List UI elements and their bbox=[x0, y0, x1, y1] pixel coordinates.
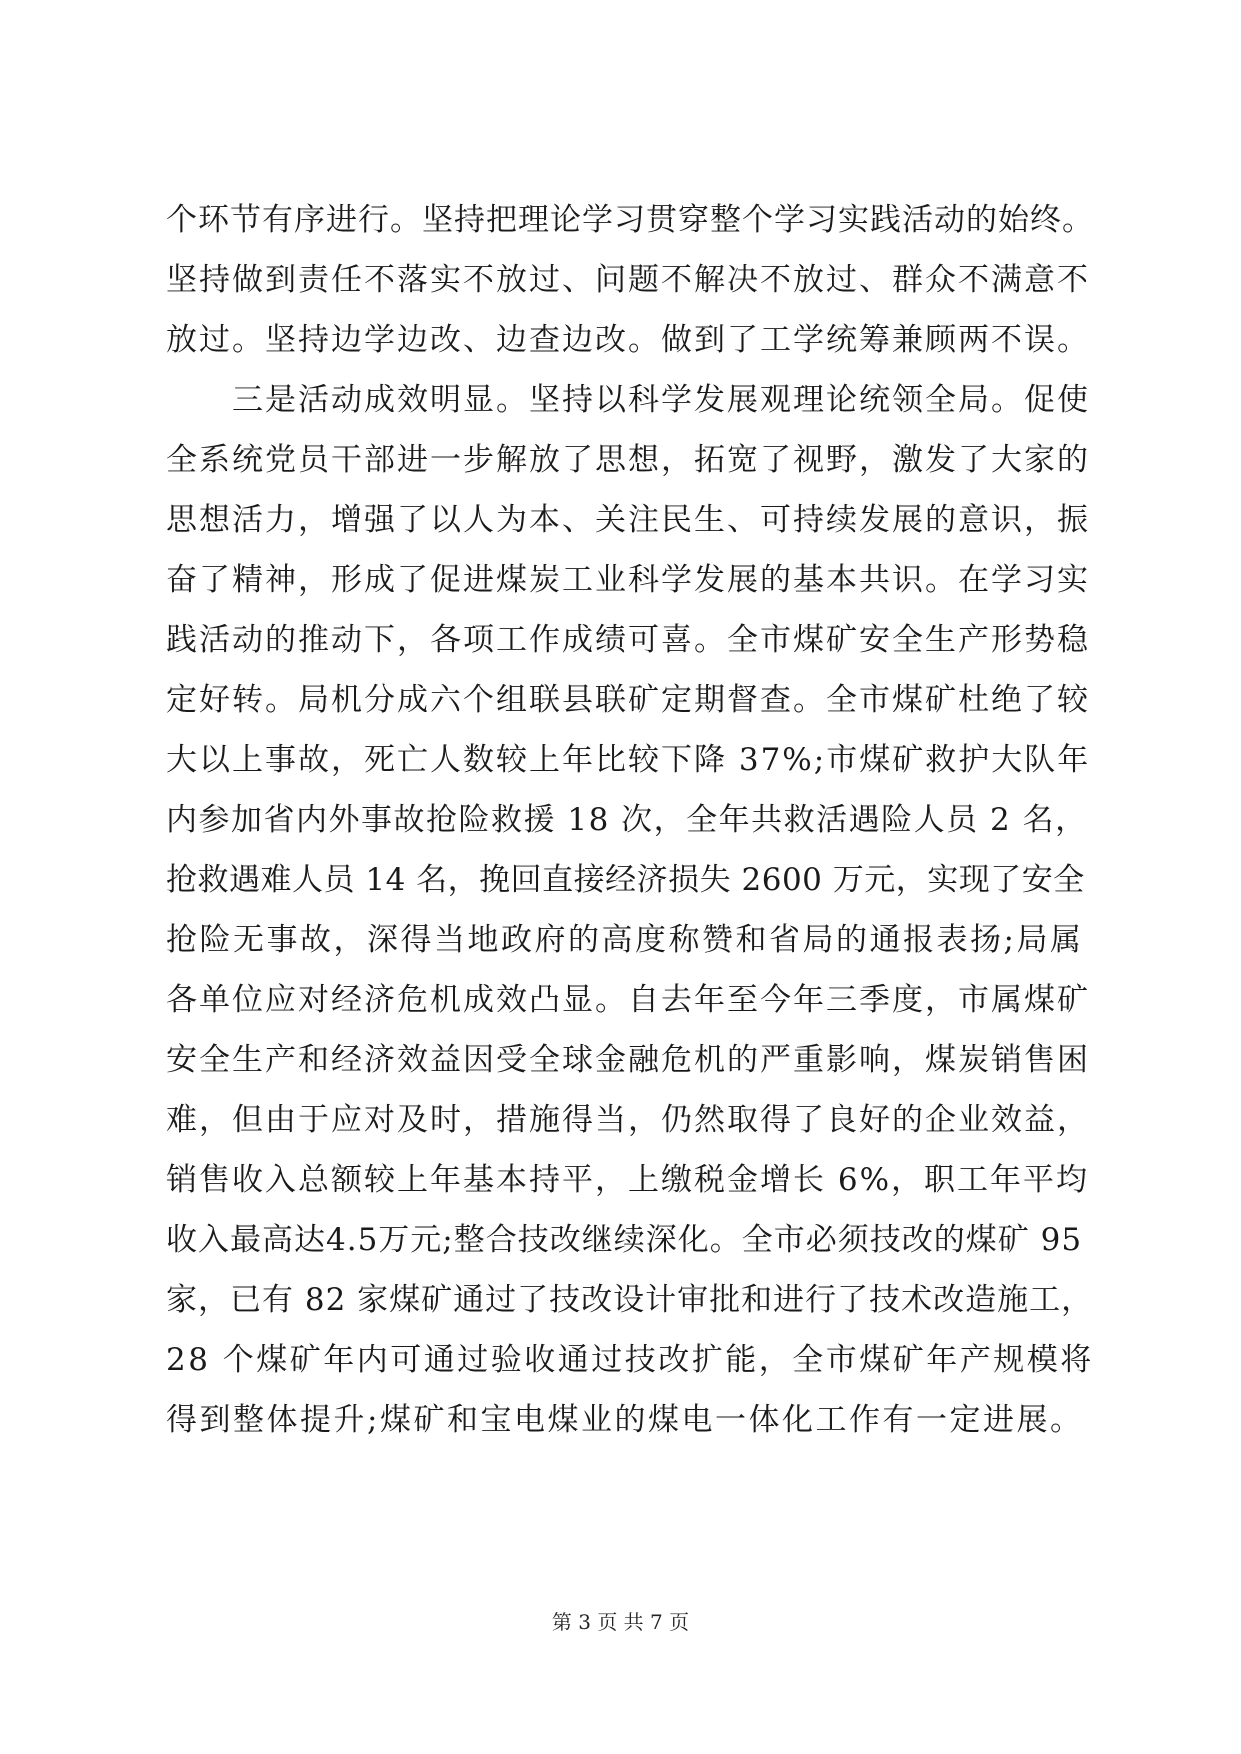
text-line: 内参加省内外事故抢险救援 18 次，全年共救活遇险人员 2 名， bbox=[166, 802, 1088, 838]
text-line: 三是活动成效明显。坚持以科学发展观理论统领全局。促使 bbox=[166, 382, 1090, 418]
text-line: 放过。坚持边学边改、边查边改。做到了工学统筹兼顾两不误。 bbox=[166, 322, 1090, 358]
text-line: 全系统党员干部进一步解放了思想，拓宽了视野，激发了大家的 bbox=[166, 442, 1090, 478]
text-line: 个环节有序进行。坚持把理论学习贯穿整个学习实践活动的始终。 bbox=[166, 202, 1094, 238]
text-line: 28 个煤矿年内可通过验收通过技改扩能，全市煤矿年产规模将 bbox=[166, 1342, 1094, 1378]
text-line: 安全生产和经济效益因受全球金融危机的严重影响，煤炭销售困 bbox=[166, 1042, 1090, 1078]
text-line: 抢险无事故，深得当地政府的高度称赞和省局的通报表扬;局属 bbox=[166, 922, 1084, 958]
text-line: 得到整体提升;煤矿和宝电煤业的煤电一体化工作有一定进展。 bbox=[166, 1402, 1084, 1438]
text-line: 思想活力，增强了以人为本、关注民生、可持续发展的意识，振 bbox=[166, 502, 1090, 538]
text-line: 各单位应对经济危机成效凸显。自去年至今年三季度，市属煤矿 bbox=[166, 982, 1090, 1018]
text-line: 大以上事故，死亡人数较上年比较下降 37%;市煤矿救护大队年 bbox=[166, 742, 1091, 778]
text-line: 难，但由于应对及时，措施得当，仍然取得了良好的企业效益， bbox=[166, 1102, 1090, 1138]
text-line: 定好转。局机分成六个组联县联矿定期督查。全市煤矿杜绝了较 bbox=[166, 682, 1090, 718]
text-line: 销售收入总额较上年基本持平，上缴税金增长 6%，职工年平均 bbox=[166, 1162, 1090, 1198]
text-line: 奋了精神，形成了促进煤炭工业科学发展的基本共识。在学习实 bbox=[166, 562, 1090, 598]
page-number-footer: 第 3 页 共 7 页 bbox=[551, 1610, 690, 1634]
text-line: 践活动的推动下，各项工作成绩可喜。全市煤矿安全生产形势稳 bbox=[166, 622, 1090, 658]
text-line: 坚持做到责任不落实不放过、问题不解决不放过、群众不满意不 bbox=[166, 262, 1090, 298]
text-line: 家，已有 82 家煤矿通过了技改设计审批和进行了技术改造施工， bbox=[166, 1282, 1094, 1318]
text-line: 收入最高达4.5万元;整合技改继续深化。全市必须技改的煤矿 95 bbox=[166, 1222, 1083, 1258]
text-line: 抢救遇难人员 14 名，挽回直接经济损失 2600 万元，实现了安全 bbox=[166, 862, 1085, 898]
